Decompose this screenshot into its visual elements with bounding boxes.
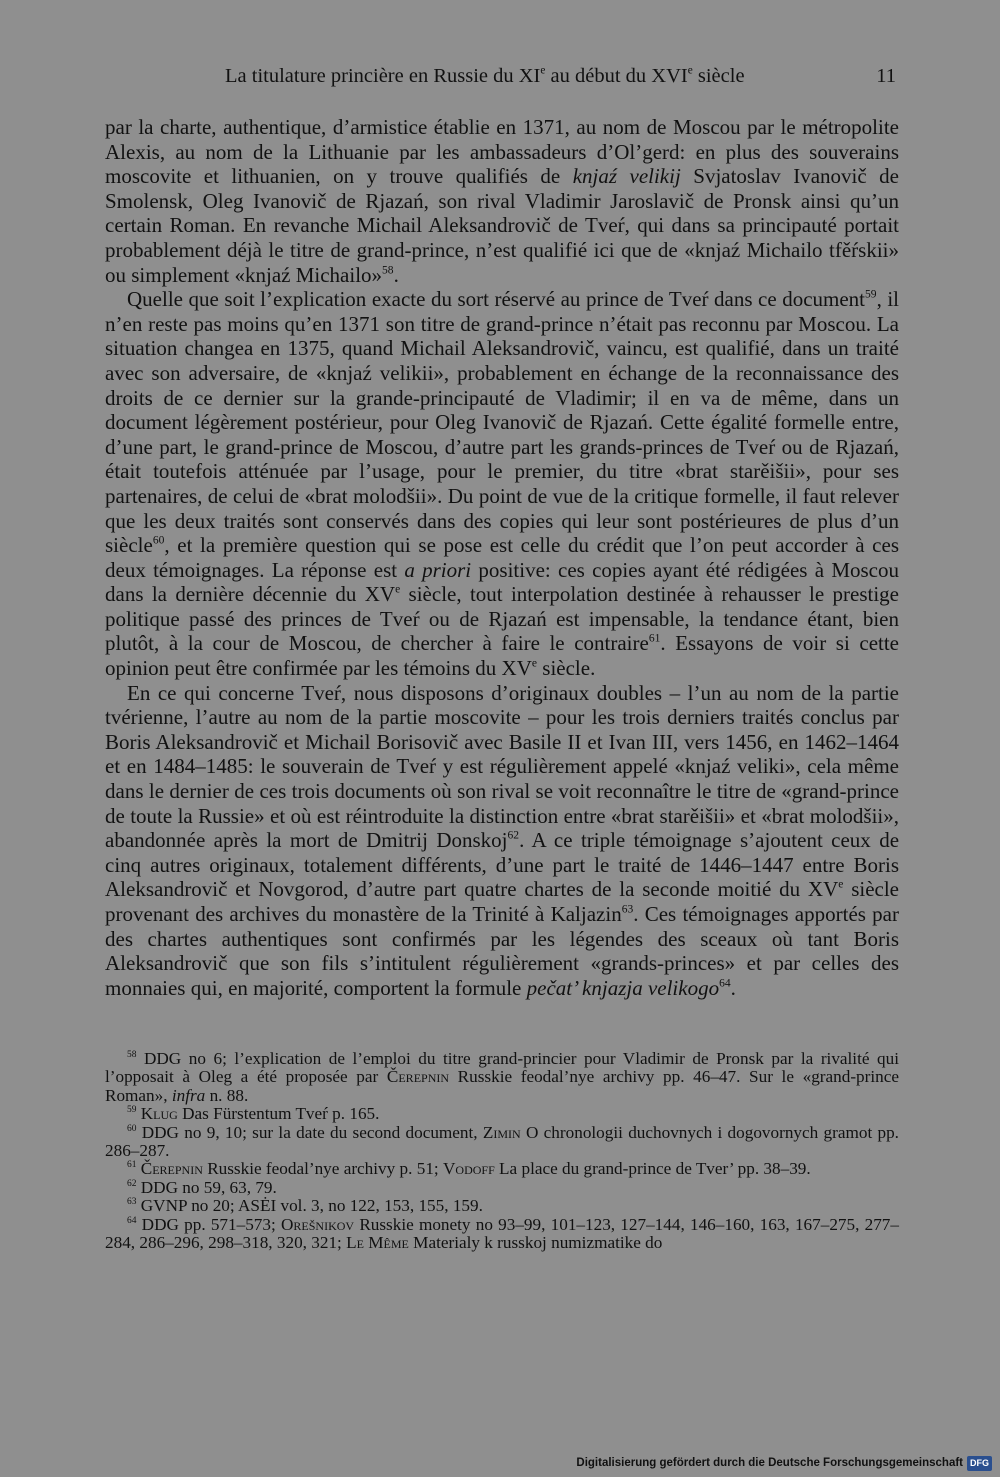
page-number: 11 <box>876 65 896 87</box>
footnote-ref-61: 61 <box>648 632 661 645</box>
digitization-credit <box>576 1454 992 1472</box>
running-title: La titulature princière en Russie du XIe au début du XVIe siècle <box>225 64 745 87</box>
dfg-logo-icon: DFG <box>967 1456 992 1471</box>
footnote-ref-60: 60 <box>152 534 165 547</box>
running-head <box>105 62 900 90</box>
footnote-59: $^{59}$ Klug Das Fürstentum Tveŕ p. 165. <box>127 1104 380 1124</box>
body-text <box>105 115 899 1000</box>
footnote-61: $^{61}$ Čerepnin Russkie feodal’nye archivy p. 51; Vodoff La place du grand-prince de Tver’ pp. 38–39. <box>127 1159 811 1179</box>
footnote-58: $^{58}$ DDG no 6; l’explication de l’emploi du titre grand-princier pour Vladimir de Pronsk par la rivalité qui l’opposait à Oleg a été proposée par Čerepnin Russkie feodal’nye archivy pp. 46–47. Sur le «grand-prince Roman», infra n. 88. <box>105 1049 899 1105</box>
paragraph-3: En ce qui concerne Tveŕ, nous disposons d’originaux doubles – l’un au nom de la partie tvérienne, l’autre au nom de la partie moscovite – pour les trois derniers traités conclus par Boris Aleksandrovič et Michail Borisovič avec Basile II et Ivan III, vers 1456, en 1462–1464 et en 1484–1485: le souverain de Tveŕ y est régulièrement appelé «knjaź veliki», cela même dans le dernier de ces trois documents où son rival se voit reconnaître le titre de «grand-prince de toute la Russie» et où est réintroduite la distinction entre «brat starěišii» et «brat molodšii», abandonnée après la mort de Dmitrij Donskoj$^{62}$. A ce triple témoignage s’ajoutent ceux de cinq autres originaux, totalement différents, d’une part le traité de 1446–1447 entre Boris Aleksandrovič et Novgorod, d’autre part quatre chartes de la seconde moitié du XVe siècle provenant des archives du monastère de la Trinité à Kaljazin$^{63}$. Ces témoignages apportés par des chartes authentiques sont confirmés par les légendes des sceaux où tant Boris Aleksandrovič que son fils s’intitulent régulièrement «grands-princes» et par celles des monnaies qui, en majorité, comportent la formule pečat’ knjazja velikogo$^{64}$. <box>105 680 900 1000</box>
footnote-ref-63: 63 <box>621 903 634 916</box>
footnote-ref-62: 62 <box>507 829 520 842</box>
paragraph-2: Quelle que soit l’explication exacte du sort réservé au prince de Tveŕ dans ce document$^{59}$, il n’en reste pas moins qu’en 1371 son titre de grand-prince n’était pas reconnu par Moscou. La situation changea en 1375, quand Michail Aleksandrovič, vaincu, est qualifié, dans un traité avec son adversaire, de «knjaź velikii», probablement en échange de la reconnaissance des droits de ce dernier sur la grande-principauté de Vladimir; il en va de même, dans un document légèrement postérieur, pour Oleg Ivanovič de Rjazań. Cette égalité formelle entre, d’une part, le grand-prince de Moscou, d’autre part les grands-princes de Tveŕ ou de Rjazań, était toutefois atténuée par l’usage, pour le premier, du titre «brat starěišii», pour ses partenaires, de celui de «brat molodšii». Du point de vue de la critique formelle, il faut relever que les deux traités sont conservés dans des copies qui leur sont postérieures de plus d’un siècle$^{60}$, et la première question qui se pose est celle du crédit que l’on peut accorder à ces deux témoignages. La réponse est a priori positive: ces copies ayant été rédigées à Moscou dans la dernière décennie du XVe siècle, tout interpolation destinée à rehausser le prestige politique passé des princes de Tveŕ ou de Rjazań est impensable, la tendance étant, bien plutôt, à la cour de Moscou, de chercher à faire le contraire$^{61}$. Essayons de voir si cette opinion peut être confirmée par les témoins du XVe siècle. <box>105 287 900 681</box>
credit-text: Digitalisierung gefördert durch die Deutsche Forschungsgemeinschaft <box>576 1457 963 1469</box>
footnote-62: $^{62}$ DDG no 59, 63, 79. <box>127 1177 277 1197</box>
footnote-ref-59: 59 <box>865 288 877 301</box>
paragraph-1: par la charte, authentique, d’armistice établie en 1371, au nom de Moscou par le métropolite Alexis, au nom de la Lithuanie par les ambassadeurs d’Ol’gerd: en plus des souverains moscovite et lithuanien, on y trouve qualifiés de knjaź velikij Svjatoslav Ivanovič de Smolensk, Oleg Ivanovič de Rjazań, son rival Vladimir Jaroslavič de Pronsk ainsi qu’un certain Roman. En revanche Michail Aleksandrovič de Tveŕ, qui dans sa principauté portait probablement déjà le titre de grand-prince, n’est qualifié ici que de «knjaź Michailo tfěŕskii» ou simplement «knjaź Michailo»$^{58}$. <box>105 115 899 287</box>
footnote-64: $^{64}$ DDG pp. 571–573; Orešnikov Russkie monety no 93–99, 101–123, 127–144, 146–160, 163, 167–275, 277–284, 286–296, 298–318, 320, 321; Le Même Materialy k russkoj numizmatike do <box>105 1214 899 1253</box>
footnotes <box>105 1050 899 1252</box>
footnote-ref-64: 64 <box>719 977 731 990</box>
footnote-63: $^{63}$ GVNP no 20; ASĖI vol. 3, no 122, 153, 155, 159. <box>127 1196 483 1216</box>
footnote-ref-58: 58 <box>382 263 394 276</box>
footnote-60: $^{60}$ DDG no 9, 10; sur la date du second document, Zimin O chronologii duchovnych i dogovornych gramot pp. 286–287. <box>105 1122 899 1161</box>
